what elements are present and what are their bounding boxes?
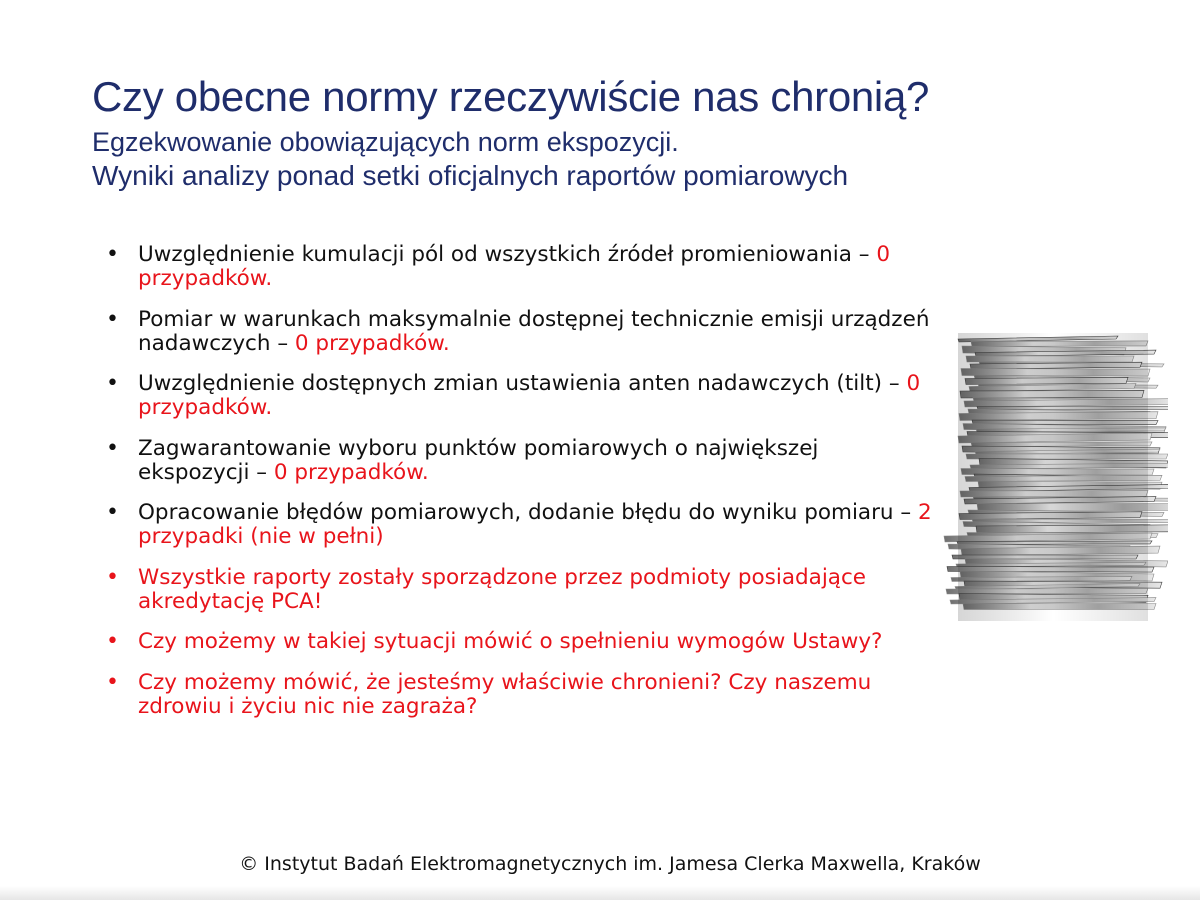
- bullet-item: • Pomiar w warunkach maksymalnie dostępnej technicznie emisji urządzeń nadawczych – 0 przypadków.: [106, 306, 930, 356]
- bullet-text: Zagwarantowanie wyboru punktów pomiarowych o największej ekspozycji –: [138, 435, 819, 485]
- slide-title: Czy obecne normy rzeczywiście nas chronią?: [92, 73, 930, 120]
- bullet-item: • Czy możemy mówić, że jesteśmy właściwie chronieni? Czy naszemu zdrowiu i życiu nic nie zagraża?: [106, 669, 872, 719]
- footer-divider: [0, 886, 1200, 900]
- footer-copyright: © Instytut Badań Elektromagnetycznych im. Jamesa Clerka Maxwella, Kraków: [239, 853, 981, 875]
- slide-subtitle: Egzekwowanie obowiązujących norm ekspozycji.: [92, 127, 679, 157]
- bullet-text: Opracowanie błędów pomiarowych, dodanie błędu do wyniku pomiaru –: [138, 500, 912, 525]
- bullet-text: Uwzględnienie dostępnych zmian ustawienia anten nadawczych (tilt) –: [138, 371, 900, 396]
- bullet-list: [104, 243, 934, 735]
- paper-stack-icon: [918, 333, 1168, 621]
- bullet-highlight: 2 przypadki (nie w pełni): [138, 500, 932, 549]
- bullet-text: Czy możemy w takiej sytuacji mówić o spełnieniu wymogów Ustawy?: [138, 629, 883, 654]
- bullet-item: • Uwzględnienie kumulacji pól od wszystkich źródeł promieniowania – 0 przypadków.: [106, 242, 891, 291]
- bullet-item: • Opracowanie błędów pomiarowych, dodanie błędu do wyniku pomiaru – 2 przypadki (nie w pełni): [106, 500, 932, 549]
- bullet-item: • Uwzględnienie dostępnych zmian ustawienia anten nadawczych (tilt) – 0 przypadków.: [106, 371, 921, 420]
- bullet-highlight: 0 przypadków.: [138, 371, 921, 420]
- bullet-item: • Wszystkie raporty zostały sporządzone przez podmioty posiadające akredytację PCA!: [106, 564, 867, 614]
- bullet-item: • Czy możemy w takiej sytuacji mówić o spełnieniu wymogów Ustawy?: [106, 629, 883, 654]
- bullet-highlight: 0 przypadków.: [294, 330, 450, 356]
- bullet-item: • Zagwarantowanie wyboru punktów pomiarowych o największej ekspozycji – 0 przypadków.: [106, 435, 819, 485]
- bullet-text: Uwzględnienie kumulacji pól od wszystkich źródeł promieniowania –: [138, 242, 870, 267]
- bullet-highlight: 0 przypadków.: [273, 459, 429, 485]
- bullet-text: Pomiar w warunkach maksymalnie dostępnej technicznie emisji urządzeń nadawczych –: [138, 306, 930, 356]
- bullet-highlight: 0 przypadków.: [138, 242, 891, 291]
- bullet-text: Czy możemy mówić, że jesteśmy właściwie chronieni? Czy naszemu zdrowiu i życiu nic nie zagraża?: [138, 669, 872, 719]
- slide-subtitle-findings: Wyniki analizy ponad setki oficjalnych raportów pomiarowych: [92, 160, 849, 191]
- bullet-text: Wszystkie raporty zostały sporządzone przez podmioty posiadające akredytację PCA!: [138, 564, 867, 614]
